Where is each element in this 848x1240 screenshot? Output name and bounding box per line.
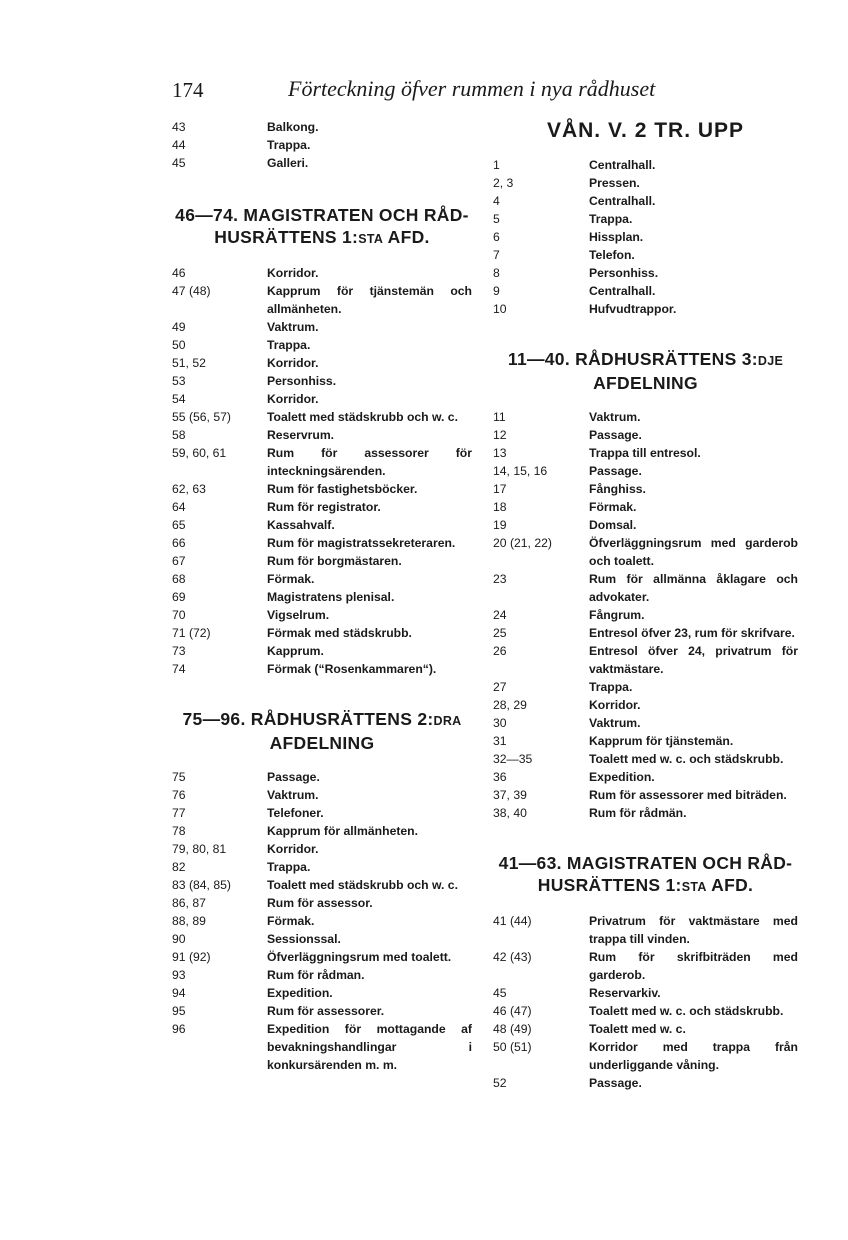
room-entry (172, 894, 472, 912)
room-entry (172, 372, 472, 390)
room-number: 95 (172, 1004, 186, 1018)
room-number: 50 (51) (493, 1040, 532, 1054)
room-entry (172, 912, 472, 930)
room-entry (493, 1074, 798, 1092)
room-description: Trappa. (267, 338, 311, 352)
left-column (172, 118, 472, 1074)
room-number: 42 (43) (493, 950, 532, 964)
room-description: Reservarkiv. (589, 986, 661, 1000)
room-description: Kapprum för allmänheten. (267, 824, 419, 838)
room-entry (493, 192, 798, 210)
room-description: Trappa till entresol. (589, 446, 701, 460)
room-number: 55 (56, 57) (172, 410, 231, 424)
room-description: Rum för assessorer med biträden. (589, 788, 787, 802)
room-number: 44 (172, 138, 186, 152)
room-entry (172, 1002, 472, 1020)
room-number: 52 (493, 1076, 507, 1090)
room-list-41-63 (493, 912, 798, 1092)
room-number: 74 (172, 662, 186, 676)
room-description: Förmak (“Rosenkammaren“). (267, 662, 437, 676)
room-entry (172, 1020, 472, 1074)
room-description: Rum för registrator. (267, 500, 381, 514)
room-description: Pressen. (589, 176, 640, 190)
room-description: Vigselrum. (267, 608, 330, 622)
room-entry (493, 678, 798, 696)
room-description: Rum för borgmästaren. (267, 554, 402, 568)
room-number: 62, 63 (172, 482, 206, 496)
room-number: 7 (493, 248, 500, 262)
room-entry (493, 408, 798, 426)
room-description: Hufvudtrappor. (589, 302, 677, 316)
room-number: 64 (172, 500, 186, 514)
room-description: Sessionssal. (267, 932, 341, 946)
room-description: Privatrum för vaktmästare med trappa till vinden. (589, 914, 798, 946)
room-description: Entresol öfver 24, privatrum för vaktmästare. (589, 644, 798, 676)
room-number: 59, 60, 61 (172, 446, 227, 460)
room-number: 73 (172, 644, 186, 658)
heading-line: HUSRÄTTENS 1: (537, 875, 682, 895)
room-description: Korridor. (267, 266, 319, 280)
room-entry (172, 930, 472, 948)
room-number: 43 (172, 120, 186, 134)
heading-ordinal-suffix: DJE (757, 354, 784, 368)
page-number: 174 (172, 78, 204, 102)
room-description: Vaktrum. (267, 320, 319, 334)
room-entry (172, 660, 472, 678)
room-number: 86, 87 (172, 896, 206, 910)
running-title: Förteckning öfver rummen i nya rådhuset (288, 76, 656, 101)
room-entry (172, 444, 472, 480)
room-number: 31 (493, 734, 507, 748)
room-description: Kapprum. (267, 644, 324, 658)
room-number: 46 (172, 266, 186, 280)
room-list-11-40 (493, 408, 798, 822)
room-number: 10 (493, 302, 507, 316)
room-description: Korridor med trappa från underliggande våning. (589, 1040, 798, 1072)
room-description: Rum för allmänna åklagare och advokater. (589, 572, 798, 604)
room-number: 70 (172, 608, 186, 622)
room-entry (493, 786, 798, 804)
room-entry (172, 282, 472, 318)
room-number: 26 (493, 644, 507, 658)
room-entry (493, 912, 798, 948)
room-entry (493, 300, 798, 318)
room-description: Rum för assessor. (267, 896, 373, 910)
room-number: 48 (49) (493, 1022, 532, 1036)
room-number: 88, 89 (172, 914, 206, 928)
room-entry (172, 118, 472, 136)
room-entry (493, 570, 798, 606)
room-description: Korridor. (267, 356, 319, 370)
room-entry (172, 534, 472, 552)
room-description: Rum för skrifbiträden med garderob. (589, 950, 798, 982)
room-description: Vaktrum. (589, 716, 641, 730)
room-entry (493, 282, 798, 300)
heading-line: 41—63. MAGISTRATEN OCH RÅD- (498, 853, 793, 873)
room-description: Fånghiss. (589, 482, 646, 496)
room-description: Passage. (589, 428, 642, 442)
room-number: 32—35 (493, 752, 533, 766)
room-description: Telefoner. (267, 806, 324, 820)
room-number: 91 (92) (172, 950, 211, 964)
room-description: Öfverläggningsrum med toalett. (267, 950, 452, 964)
room-description: Vaktrum. (267, 788, 319, 802)
room-number: 49 (172, 320, 186, 334)
room-number: 53 (172, 374, 186, 388)
room-description: Rum för assessorer för inteckningsärenden. (267, 446, 472, 478)
room-entry (172, 264, 472, 282)
room-description: Expedition. (589, 770, 655, 784)
room-entry (172, 354, 472, 372)
room-number: 18 (493, 500, 507, 514)
room-list-46-74 (172, 264, 472, 678)
room-description: Expedition. (267, 986, 333, 1000)
room-entry (172, 570, 472, 588)
room-description: Balkong. (267, 120, 319, 134)
room-description: Magistratens plenisal. (267, 590, 395, 604)
room-description: Domsal. (589, 518, 637, 532)
room-entry (493, 1002, 798, 1020)
room-entry (172, 984, 472, 1002)
room-description: Centralhall. (589, 194, 656, 208)
room-number: 58 (172, 428, 186, 442)
room-number: 83 (84, 85) (172, 878, 231, 892)
room-entry (172, 426, 472, 444)
room-entry (493, 444, 798, 462)
heading-ordinal-suffix: DRA (433, 714, 462, 728)
room-number: 79, 80, 81 (172, 842, 227, 856)
room-number: 8 (493, 266, 500, 280)
heading-line: HUSRÄTTENS 1: (214, 227, 359, 247)
room-entry (172, 948, 472, 966)
room-number: 82 (172, 860, 186, 874)
room-entry (493, 426, 798, 444)
room-description: Toalett med w. c. och städskrubb. (589, 752, 784, 766)
room-description: Toalett med w. c. och städskrubb. (589, 1004, 784, 1018)
room-entry (493, 750, 798, 768)
room-entry (493, 732, 798, 750)
room-entry (493, 462, 798, 480)
room-entry (172, 768, 472, 786)
room-number: 5 (493, 212, 500, 226)
room-number: 13 (493, 446, 507, 460)
room-entry (493, 1038, 798, 1074)
room-number: 77 (172, 806, 186, 820)
room-entry (172, 822, 472, 840)
room-number: 1 (493, 158, 500, 172)
room-number: 24 (493, 608, 507, 622)
room-entry (172, 552, 472, 570)
room-number: 19 (493, 518, 507, 532)
room-description: Förmak. (589, 500, 637, 514)
room-entry (493, 498, 798, 516)
room-entry (172, 786, 472, 804)
room-description: Telefon. (589, 248, 635, 262)
room-entry (172, 480, 472, 498)
room-entry (493, 948, 798, 984)
room-entry (493, 516, 798, 534)
room-description: Kapprum för tjänstemän och allmänheten. (267, 284, 472, 316)
heading-ordinal-suffix: STA (358, 232, 384, 246)
right-column (493, 118, 798, 1092)
room-number: 4 (493, 194, 500, 208)
room-number: 71 (72) (172, 626, 211, 640)
room-description: Rum för magistratssekreteraren. (267, 536, 456, 550)
room-description: Korridor. (589, 698, 641, 712)
room-description: Passage. (589, 464, 642, 478)
room-number: 38, 40 (493, 806, 527, 820)
room-number: 14, 15, 16 (493, 464, 548, 478)
room-description: Fångrum. (589, 608, 645, 622)
room-entry (172, 606, 472, 624)
room-number: 12 (493, 428, 507, 442)
room-number: 25 (493, 626, 507, 640)
room-description: Korridor. (267, 392, 319, 406)
room-number: 78 (172, 824, 186, 838)
room-number: 11 (493, 410, 506, 424)
room-entry (172, 408, 472, 426)
heading-tail: AFD. (706, 875, 754, 895)
room-description: Entresol öfver 23, rum för skrifvare. (589, 626, 795, 640)
room-list-75-96 (172, 768, 472, 1074)
floor-heading: VÅN. V. 2 TR. UPP (546, 119, 745, 142)
heading-ordinal-suffix: STA (681, 880, 707, 894)
room-number: 65 (172, 518, 186, 532)
room-entry (172, 642, 472, 660)
room-entry (493, 1020, 798, 1038)
room-entry (172, 966, 472, 984)
room-number: 69 (172, 590, 186, 604)
room-entry (172, 858, 472, 876)
room-description: Toalett med w. c. (589, 1022, 686, 1036)
room-description: Öfverläggningsrum med garderob och toalett. (589, 536, 798, 568)
room-description: Rum för fastighetsböcker. (267, 482, 418, 496)
room-entry (493, 156, 798, 174)
room-entry (172, 876, 472, 894)
room-number: 20 (21, 22) (493, 536, 552, 550)
room-description: Hissplan. (589, 230, 644, 244)
room-number: 2, 3 (493, 176, 514, 190)
room-entry (493, 696, 798, 714)
room-number: 41 (44) (493, 914, 532, 928)
room-entry (493, 642, 798, 678)
room-description: Kassahvalf. (267, 518, 335, 532)
room-description: Rum för rådmän. (589, 806, 687, 820)
room-number: 96 (172, 1022, 186, 1036)
room-number: 9 (493, 284, 500, 298)
room-description: Förmak med städskrubb. (267, 626, 412, 640)
room-description: Trappa. (589, 212, 633, 226)
room-entry (172, 498, 472, 516)
room-entry (493, 480, 798, 498)
room-description: Trappa. (267, 860, 311, 874)
room-entry (493, 534, 798, 570)
room-description: Trappa. (589, 680, 633, 694)
intro-room-list (172, 118, 472, 172)
room-entry (493, 714, 798, 732)
room-entry (493, 228, 798, 246)
room-entry (493, 624, 798, 642)
room-description: Kapprum för tjänstemän. (589, 734, 734, 748)
room-description: Reservrum. (267, 428, 335, 442)
room-number: 36 (493, 770, 507, 784)
room-entry (172, 390, 472, 408)
room-number: 75 (172, 770, 186, 784)
heading-line: AFDELNING (593, 373, 698, 393)
heading-line: 11—40. RÅDHUSRÄTTENS 3: (507, 349, 758, 369)
room-description: Personhiss. (589, 266, 659, 280)
room-number: 6 (493, 230, 500, 244)
room-description: Rum för assessorer. (267, 1004, 385, 1018)
section-heading-magistraten-41-63 (493, 852, 798, 898)
room-number: 67 (172, 554, 186, 568)
room-description: Toalett med städskrubb och w. c. (267, 410, 458, 424)
room-description: Expedition för mottagande af bevakningshandlingar i konkursärenden m. m. (267, 1022, 472, 1072)
room-description: Rum för rådman. (267, 968, 365, 982)
room-description: Centralhall. (589, 284, 656, 298)
section-heading-radhusratten-2 (172, 708, 472, 754)
room-number: 45 (493, 986, 507, 1000)
room-number: 68 (172, 572, 186, 586)
room-entry (493, 264, 798, 282)
heading-tail: AFD. (383, 227, 430, 247)
room-entry (172, 516, 472, 534)
heading-line: AFDELNING (269, 733, 375, 753)
room-entry (172, 840, 472, 858)
room-number: 76 (172, 788, 186, 802)
room-entry (172, 318, 472, 336)
room-number: 30 (493, 716, 507, 730)
room-number: 93 (172, 968, 186, 982)
room-description: Vaktrum. (589, 410, 641, 424)
room-description: Galleri. (267, 156, 309, 170)
room-entry (493, 768, 798, 786)
room-entry (172, 154, 472, 172)
room-number: 51, 52 (172, 356, 206, 370)
room-number: 54 (172, 392, 186, 406)
room-entry (172, 336, 472, 354)
room-number: 46 (47) (493, 1004, 532, 1018)
room-description: Korridor. (267, 842, 319, 856)
room-entry (172, 136, 472, 154)
room-entry (493, 174, 798, 192)
room-number: 37, 39 (493, 788, 527, 802)
room-entry (172, 804, 472, 822)
room-description: Toalett med städskrubb och w. c. (267, 878, 458, 892)
room-number: 27 (493, 680, 507, 694)
room-number: 66 (172, 536, 186, 550)
room-number: 50 (172, 338, 186, 352)
room-entry (493, 606, 798, 624)
room-number: 45 (172, 156, 186, 170)
room-description: Förmak. (267, 572, 315, 586)
room-number: 23 (493, 572, 507, 586)
room-number: 17 (493, 482, 507, 496)
heading-line: 46—74. MAGISTRATEN OCH RÅD- (175, 205, 469, 225)
room-number: 90 (172, 932, 186, 946)
room-entry (172, 624, 472, 642)
heading-line: 75—96. RÅDHUSRÄTTENS 2: (182, 709, 434, 729)
room-description: Centralhall. (589, 158, 656, 172)
room-description: Passage. (589, 1076, 642, 1090)
room-description: Förmak. (267, 914, 315, 928)
room-entry (493, 984, 798, 1002)
room-entry (493, 804, 798, 822)
room-number: 47 (48) (172, 284, 211, 298)
room-description: Trappa. (267, 138, 311, 152)
room-number: 94 (172, 986, 186, 1000)
floor-room-list (493, 156, 798, 318)
room-entry (493, 210, 798, 228)
section-heading-radhusratten-3 (493, 348, 798, 394)
room-entry (172, 588, 472, 606)
room-description: Personhiss. (267, 374, 337, 388)
room-description: Passage. (267, 770, 320, 784)
room-entry (493, 246, 798, 264)
section-heading-magistraten-46-74 (172, 204, 472, 250)
room-number: 28, 29 (493, 698, 527, 712)
